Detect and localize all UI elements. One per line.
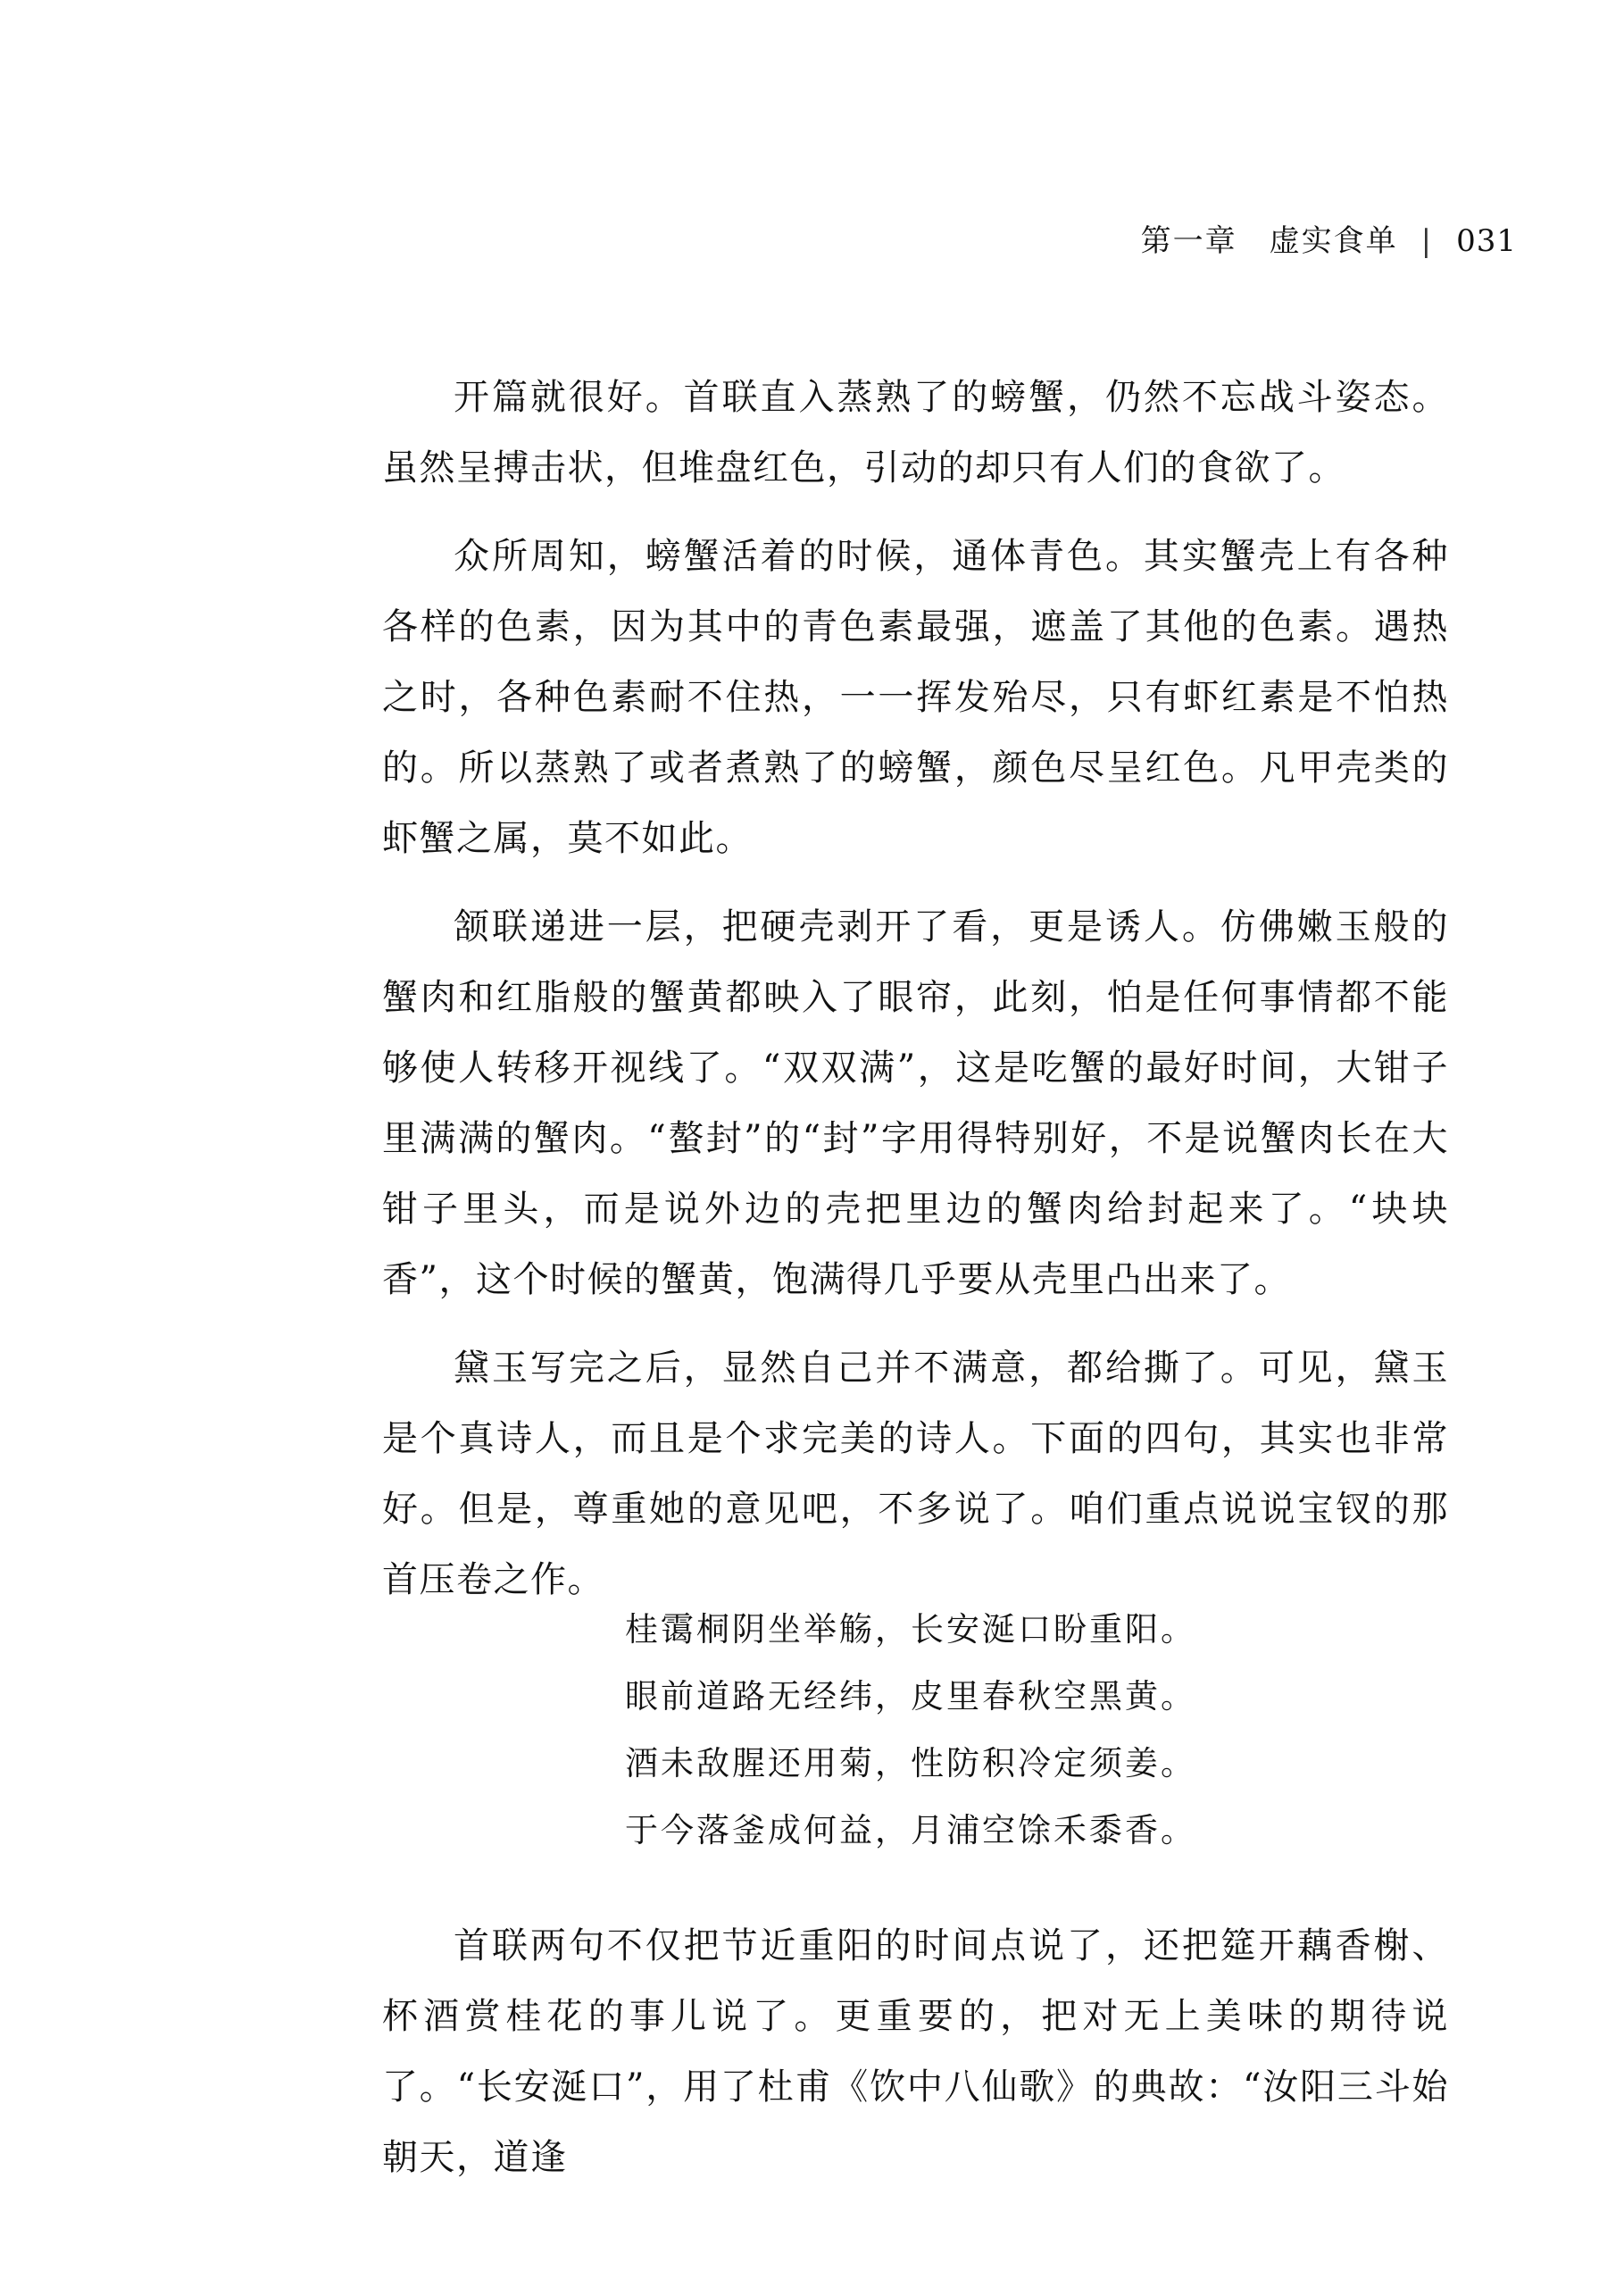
body-text [382,363,1449,1615]
closing-text [382,1911,1449,2193]
paragraph: 黛玉写完之后，显然自己并不满意，都给撕了。可见，黛玉是个真诗人，而且是个求完美的诗人。下面的四句，其实也非常好。但是，尊重她的意见吧，不多说了。咱们重点说说宝钗的那首压卷之作。 [382,1348,1449,1600]
poem-line: 酒未敌腥还用菊，性防积冷定须姜。 [625,1744,1196,1782]
poem-line: 桂霭桐阴坐举觞，长安涎口盼重阳。 [625,1610,1196,1649]
paragraph: 首联两句不仅把节近重阳的时间点说了，还把筵开藕香榭、杯酒赏桂花的事儿说了。更重要的，把对无上美味的期待说了。“长安涎口”，用了杜甫《饮中八仙歌》的典故：“汝阳三斗始朝天，道逢 [382,1925,1449,2178]
poem-line: 眼前道路无经纬，皮里春秋空黑黄。 [625,1677,1196,1716]
poem-block [625,1596,1196,1864]
paragraph: 众所周知，螃蟹活着的时候，通体青色。其实蟹壳上有各种各样的色素，因为其中的青色素最强，遮盖了其他的色素。遇热之时，各种色素耐不住热，一一挥发殆尽，只有虾红素是不怕热的。所以蒸熟了或者煮熟了的螃蟹，颜色尽呈红色。凡甲壳类的虾蟹之属，莫不如此。 [382,536,1449,859]
page-number: 031 [1456,223,1517,259]
paragraph: 颔联递进一层，把硬壳剥开了看，更是诱人。仿佛嫩玉般的蟹肉和红脂般的蟹黄都映入了眼帘，此刻，怕是任何事情都不能够使人转移开视线了。“双双满”，这是吃蟹的最好时间，大钳子里满满的蟹肉。“螯封”的“封”字用得特别好，不是说蟹肉长在大钳子里头，而是说外边的壳把里边的蟹肉给封起来了。“块块香”，这个时候的蟹黄，饱满得几乎要从壳里凸出来了。 [382,906,1449,1300]
poem-line: 于今落釜成何益，月浦空馀禾黍香。 [625,1811,1196,1849]
running-head [1141,218,1517,264]
paragraph: 开篇就很好。首联直入蒸熟了的螃蟹，仍然不忘战斗姿态。虽然呈搏击状，但堆盘红色，引动的却只有人们的食欲了。 [382,377,1449,488]
chapter-title: 虚实食单 [1269,223,1398,259]
chapter-label: 第一章 [1140,223,1237,259]
header-separator: | [1420,223,1434,259]
